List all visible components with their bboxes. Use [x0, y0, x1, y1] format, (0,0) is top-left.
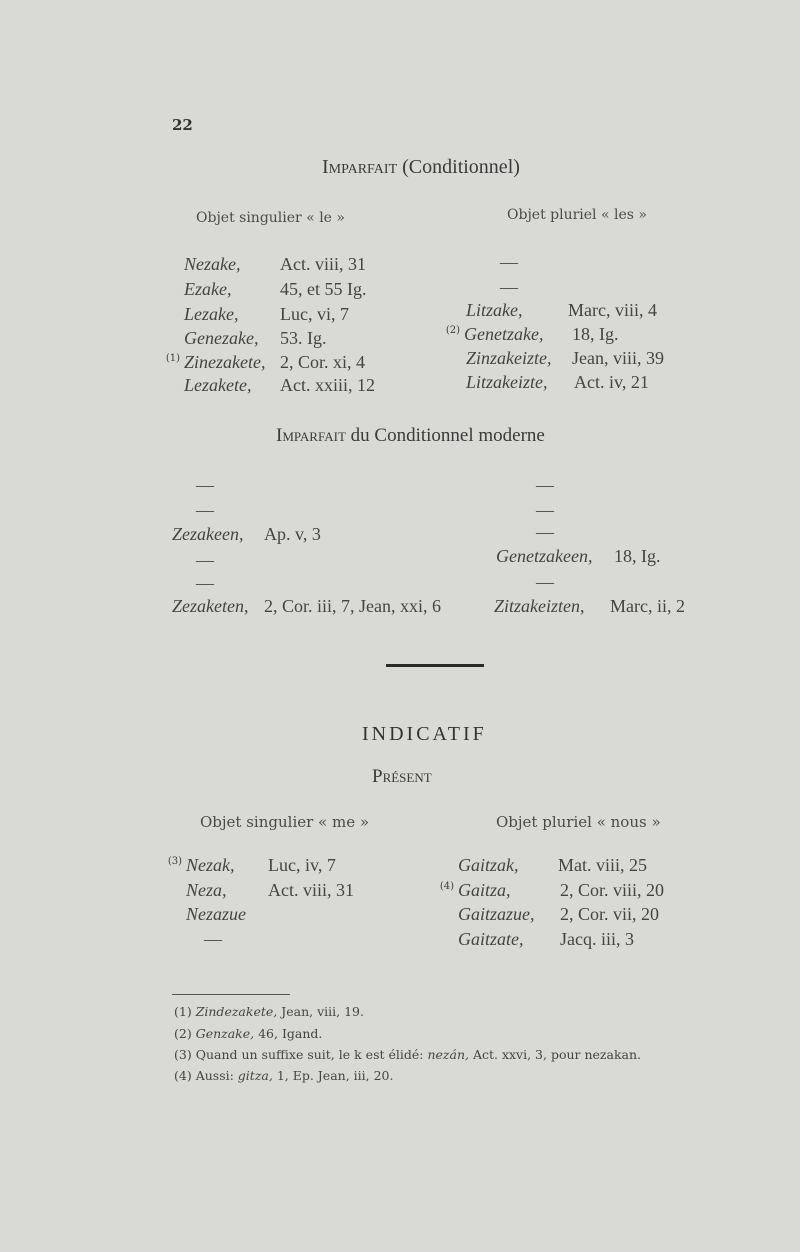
empty-dash: — [196, 475, 214, 495]
footnote-rule [172, 994, 290, 995]
verb-form: Lezake, [184, 304, 239, 324]
verb-form: Genetzake, [464, 324, 544, 344]
section-imparfait-title [322, 156, 520, 179]
verse-reference: 45, et 55 Ig. [280, 279, 367, 299]
empty-dash: — [196, 500, 214, 520]
empty-dash: — [536, 500, 554, 520]
footnote-text: 46, Igand. [254, 1026, 323, 1041]
column-head-left: Objet singulier « le » [196, 210, 345, 226]
verse-reference: Act. viii, 31 [268, 880, 354, 900]
present-subtitle: Présent [372, 766, 432, 787]
footnote-number: (3) [174, 1047, 192, 1062]
footnote-text: Aussi: [195, 1068, 238, 1083]
verb-form: Neza, [186, 880, 227, 900]
empty-dash: — [500, 252, 518, 272]
title-small-caps: Imparfait [276, 425, 346, 446]
footnote-2 [174, 1026, 322, 1041]
verb-form: Zezaketen, [172, 596, 249, 616]
verse-reference: Marc, ii, 2 [610, 596, 685, 616]
footnote-marker: (4) [439, 880, 454, 892]
verse-reference: Act. viii, 31 [280, 254, 366, 274]
verb-form: Litzakeizte, [466, 372, 548, 392]
verse-reference: 2, Cor. vii, 20 [560, 904, 660, 924]
empty-dash: — [536, 475, 554, 495]
footnote-4 [174, 1068, 393, 1083]
empty-dash: — [500, 277, 518, 297]
verse-reference: 18, Ig. [572, 324, 619, 344]
title-small-caps: Imparfait [322, 156, 398, 178]
verse-reference: Act. iv, 21 [574, 372, 649, 392]
verse-reference: 2, Cor. iii, 7, Jean, xxi, 6 [264, 596, 441, 616]
verse-reference: Mat. viii, 25 [558, 855, 647, 875]
verse-reference: 2, Cor. viii, 20 [560, 880, 665, 900]
verse-reference: 2, Cor. xi, 4 [280, 352, 366, 372]
footnote-text: 1, Ep. Jean, iii, 20. [272, 1068, 394, 1083]
empty-dash: — [196, 550, 214, 570]
footnote-text: Act. xxvi, 3, pour nezakan. [468, 1047, 642, 1062]
title-rest: (Conditionnel) [402, 156, 520, 178]
verb-form: Gaitza, [458, 880, 511, 900]
empty-dash: — [204, 929, 222, 949]
footnote-emphasis: nezán, [427, 1047, 469, 1062]
verb-form: Genezake, [184, 328, 259, 348]
verse-reference: Jean, viii, 39 [572, 348, 664, 368]
page-number: 22 [172, 116, 193, 134]
column-head-right: Objet pluriel « nous » [496, 813, 661, 831]
verb-form: Zitzakeizten, [494, 596, 585, 616]
column-head-left: Objet singulier « me » [200, 813, 370, 831]
verb-form: Nezake, [184, 254, 241, 274]
verb-form: Nezak, [186, 855, 235, 875]
verse-reference: Ap. v, 3 [264, 524, 321, 544]
verb-form: Zinzakeizte, [466, 348, 552, 368]
verb-form: Genetzakeen, [496, 546, 593, 566]
column-head-right: Objet pluriel « les » [507, 207, 647, 223]
section-divider [386, 664, 484, 667]
verse-reference: Luc, vi, 7 [280, 304, 349, 324]
verb-form: Zinezakete, [184, 352, 266, 372]
footnote-emphasis: Zindezakete, [195, 1004, 278, 1019]
footnote-text: Jean, viii, 19. [277, 1004, 364, 1019]
verb-form: Litzake, [466, 300, 523, 320]
verb-form: Gaitzate, [458, 929, 524, 949]
footnote-emphasis: Genzake, [195, 1026, 255, 1041]
verb-form: Zezakeen, [172, 524, 244, 544]
footnote-text: Quand un suffixe suit, le k est élidé: [195, 1047, 428, 1062]
section-conditionnel-moderne-title [276, 425, 545, 447]
title-rest: du Conditionnel moderne [350, 425, 545, 446]
footnote-number: (1) [174, 1004, 192, 1019]
verse-reference: 53. Ig. [280, 328, 327, 348]
footnote-number: (4) [174, 1068, 192, 1083]
indicatif-title: INDICATIF [362, 723, 487, 745]
footnote-1 [174, 1004, 364, 1019]
footnote-number: (2) [174, 1026, 192, 1041]
verb-form: Gaitzazue, [458, 904, 535, 924]
verb-form: Lezakete, [184, 375, 252, 395]
empty-dash: — [536, 572, 554, 592]
verse-reference: Marc, viii, 4 [568, 300, 657, 320]
footnote-marker: (3) [167, 855, 182, 867]
footnote-3 [174, 1047, 641, 1062]
footnote-marker: (2) [445, 324, 460, 336]
empty-dash: — [196, 573, 214, 593]
verse-reference: 18, Ig. [614, 546, 661, 566]
verb-form: Ezake, [184, 279, 232, 299]
footnote-marker: (1) [165, 352, 180, 364]
verb-form: Gaitzak, [458, 855, 519, 875]
verse-reference: Luc, iv, 7 [268, 855, 336, 875]
verse-reference: Act. xxiii, 12 [280, 375, 375, 395]
verb-form: Nezazue [186, 904, 246, 924]
verse-reference: Jacq. iii, 3 [560, 929, 634, 949]
footnote-emphasis: gitza, [237, 1068, 273, 1083]
empty-dash: — [536, 522, 554, 542]
